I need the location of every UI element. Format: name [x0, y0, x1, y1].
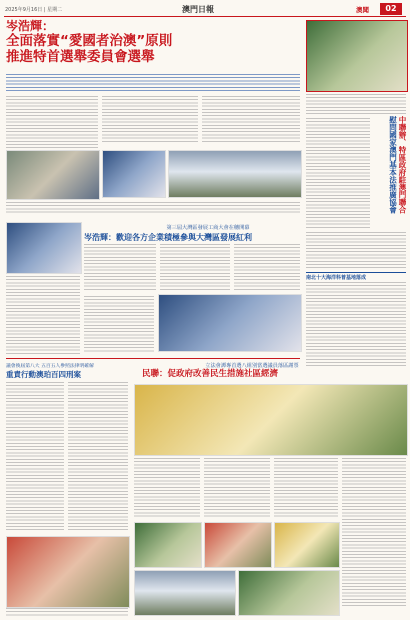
- page-number: 02: [380, 3, 402, 15]
- story-1-body-col2: [102, 96, 198, 144]
- story-4-body-col2: [204, 458, 270, 518]
- story-4-photo-c: [274, 522, 340, 568]
- story-1-photo-right: [168, 150, 302, 198]
- story-4-headline: 民聯：促政府改善民生措施社區經濟: [142, 369, 279, 379]
- story-4-photo-d: [134, 570, 236, 616]
- story-4-photo-a: [134, 522, 202, 568]
- story-4-body-col4: [342, 458, 406, 608]
- story-2-kicker: 第三屆大灣區發展工商大會在穗開幕: [166, 225, 250, 231]
- right-top-caption: [306, 94, 406, 114]
- story-5-headline: [372, 116, 406, 236]
- paper-name: 澳門日報: [182, 4, 214, 14]
- story-4-photo-e: [238, 570, 340, 616]
- story-1-headline: [6, 20, 296, 65]
- story-3-photo: [6, 536, 130, 608]
- story-2-body-col4: [234, 244, 300, 292]
- story-4-body-col3: [274, 458, 338, 518]
- story-1-photo-left: [6, 150, 100, 200]
- masthead: [4, 3, 406, 17]
- story-2-body-col3: [160, 244, 230, 292]
- story-2-headline: 岑浩輝：歡迎各方企業積極參與大灣區發展紅利: [84, 233, 252, 242]
- story-4-kicker: 立法會譚專首選八組別當選議員落區謝票: [205, 363, 299, 369]
- story-3-body-col2: [68, 382, 128, 532]
- right-col-body-2: [306, 232, 406, 268]
- story-1-title-line1: 全面落實“愛國者治澳”原則: [6, 33, 173, 50]
- story-2-photo-portrait: [6, 222, 82, 274]
- story-2-body-col1: [6, 276, 80, 356]
- story-5-title-line2: 慰問國家澳門基本法推廣協會: [388, 116, 398, 214]
- story-2-body-bottom: [84, 296, 154, 352]
- section-label: 澳聞: [356, 6, 369, 14]
- story-3-headline: 重責行動澳珀百四刑案: [6, 370, 81, 379]
- story-1-body-col3: [202, 96, 300, 144]
- story-4-body-col1: [134, 458, 200, 518]
- section-divider: [6, 358, 300, 359]
- story-1-lead-text: [6, 74, 300, 92]
- story-3-body-col1: [6, 382, 64, 532]
- right-col-body-1: [306, 118, 370, 228]
- story-1-body-bottom: [6, 202, 300, 214]
- story-3-caption: [6, 608, 128, 616]
- story-2-body-col2: [84, 244, 156, 292]
- story-6-body: [306, 282, 406, 366]
- story-4-photo-b: [204, 522, 272, 568]
- issue-date: 2025年9月16日 | 星期二: [5, 7, 63, 13]
- story-5-title-line1: 中聯辦、特區政府駐澳門聯合: [398, 116, 407, 214]
- story-6-headline: 南北十大海洋科普基地落成: [306, 272, 406, 281]
- story-3-kicker: 議會換屆第八大 五百五人參照法律明確解: [6, 364, 94, 369]
- story-1-title-line2: 推進特首選舉委員會選舉: [6, 49, 155, 66]
- story-2-photo-conference: [158, 294, 302, 352]
- story-1-kicker: 岑浩輝：: [6, 19, 55, 33]
- story-4-photo-group: [134, 384, 408, 456]
- story-1-photo-mid: [102, 150, 166, 198]
- right-top-photo: [306, 20, 408, 92]
